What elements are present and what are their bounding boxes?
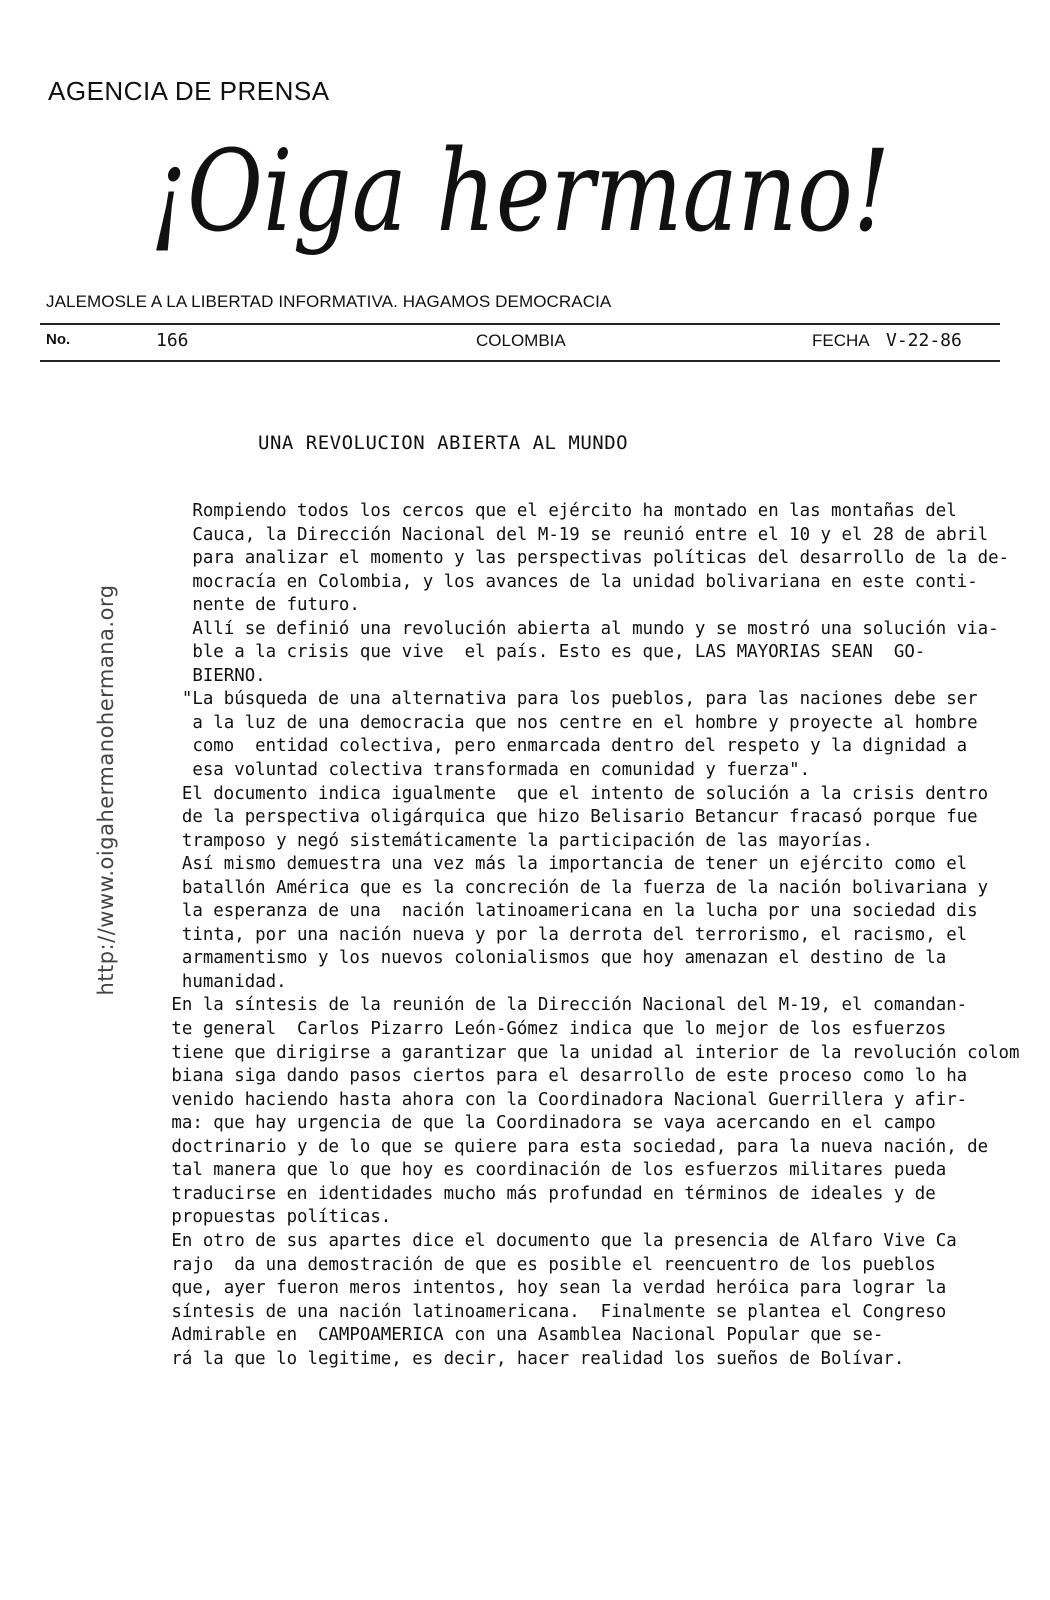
body-line: esa voluntad colectiva transformada en comunidad y fuerza". — [140, 760, 811, 781]
body-line: de la perspectiva oligárquica que hizo Belisario Betancur fracasó porque fue — [140, 807, 978, 828]
masthead-logo — [140, 112, 920, 292]
slogan: JALEMOSLE A LA LIBERTAD INFORMATIVA. HAGAMOS DEMOCRACIA — [46, 292, 612, 311]
body-line: para analizar el momento y las perspectivas políticas del desarrollo de la de- — [140, 548, 1010, 569]
body-line: que, ayer fueron meros intentos, hoy sean la verdad heróica para lograr la — [140, 1278, 947, 1299]
body-line: tramposo y negó sistemáticamente la participación de las mayorías. — [140, 830, 873, 851]
header-rule-bottom — [40, 360, 1000, 362]
masthead-title: ¡Oiga hermano! — [150, 127, 890, 257]
body-line: síntesis de una nación latinoamericana. Finalmente se plantea el Congreso — [140, 1301, 947, 1322]
issue-number: 166 — [156, 330, 189, 351]
body-line: armamentismo y los nuevos colonialismos que hoy amenazan el destino de la — [140, 948, 947, 969]
agency-label: AGENCIA DE PRENSA — [48, 76, 330, 106]
date-value: V-22-86 — [886, 330, 962, 351]
body-line: a la luz de una democracia que nos centre en el hombre y proyecte al hombre — [140, 712, 978, 733]
header-rule-top — [40, 323, 1000, 325]
body-line: rajo da una demostración de que es posible el reencuentro de los pueblos — [140, 1254, 936, 1275]
article-headline: UNA REVOLUCION ABIERTA AL MUNDO — [258, 432, 629, 454]
body-line: ma: que hay urgencia de que la Coordinadora se vaya acercando en el campo — [140, 1113, 936, 1134]
body-line: como entidad colectiva, pero enmarcada dentro del respeto y la dignidad a — [140, 736, 968, 757]
body-line: Rompiendo todos los cercos que el ejército ha montado en las montañas del — [140, 501, 957, 521]
body-line: venido haciendo hasta ahora con la Coordinadora Nacional Guerrillera y afir- — [140, 1089, 968, 1110]
issue-number-label: No. — [46, 331, 71, 348]
body-line: la esperanza de una nación latinoamericana en la lucha por una sociedad dis — [140, 901, 978, 922]
body-line: biana siga dando pasos ciertos para el desarrollo de este proceso como lo ha — [140, 1066, 968, 1087]
article-body — [140, 500, 1020, 1371]
body-line: En otro de sus apartes dice el documento que la presencia de Alfaro Vive Ca — [140, 1230, 957, 1251]
body-line: Admirable en CAMPOAMERICA con una Asamblea Nacional Popular que se- — [140, 1325, 884, 1346]
country: COLOMBIA — [476, 331, 566, 350]
body-line: "La búsqueda de una alternativa para los pueblos, para las naciones debe ser — [140, 689, 978, 710]
date-label: FECHA — [812, 331, 870, 350]
body-line: batallón América que es la concreción de la fuerza de la nación bolivariana y — [140, 877, 989, 898]
body-line: humanidad. — [140, 971, 287, 992]
body-line: En la síntesis de la reunión de la Dirección Nacional del M-19, el comandan- — [140, 995, 968, 1016]
body-line: traducirse en identidades mucho más profundad en términos de ideales y de — [140, 1183, 936, 1204]
body-line: propuestas políticas. — [140, 1207, 392, 1228]
body-line: tinta, por una nación nueva y por la derrota del terrorismo, el racismo, el — [140, 924, 968, 945]
body-line: te general Carlos Pizarro León-Gómez indica que lo mejor de los esfuerzos — [140, 1019, 947, 1040]
body-line: doctrinario y de lo que se quiere para esta sociedad, para la nueva nación, de — [140, 1136, 989, 1157]
body-line: mocracía en Colombia, y los avances de la unidad bolivariana en este conti- — [140, 571, 978, 592]
body-line: ble a la crisis que vive el país. Esto es que, LAS MAYORIAS SEAN GO- — [140, 642, 926, 663]
body-line: Allí se definió una revolución abierta al mundo y se mostró una solución via- — [140, 618, 999, 639]
body-line: rá la que lo legitime, es decir, hacer realidad los sueños de Bolívar. — [140, 1348, 905, 1369]
body-line: Cauca, la Dirección Nacional del M-19 se reunió entre el 10 y el 28 de abril — [140, 524, 989, 545]
body-line: tal manera que lo que hoy es coordinación de los esfuerzos militares pueda — [140, 1160, 947, 1181]
body-line: Así mismo demuestra una vez más la importancia de tener un ejército como el — [140, 854, 968, 875]
body-line: tiene que dirigirse a garantizar que la unidad al interior de la revolución colom — [140, 1042, 1020, 1063]
side-url-watermark: http://www.oigahermanohermana.org — [94, 584, 118, 996]
body-line: BIERNO. — [140, 665, 266, 686]
body-line: nente de futuro. — [140, 595, 360, 616]
body-line: El documento indica igualmente que el intento de solución a la crisis dentro — [140, 783, 989, 804]
